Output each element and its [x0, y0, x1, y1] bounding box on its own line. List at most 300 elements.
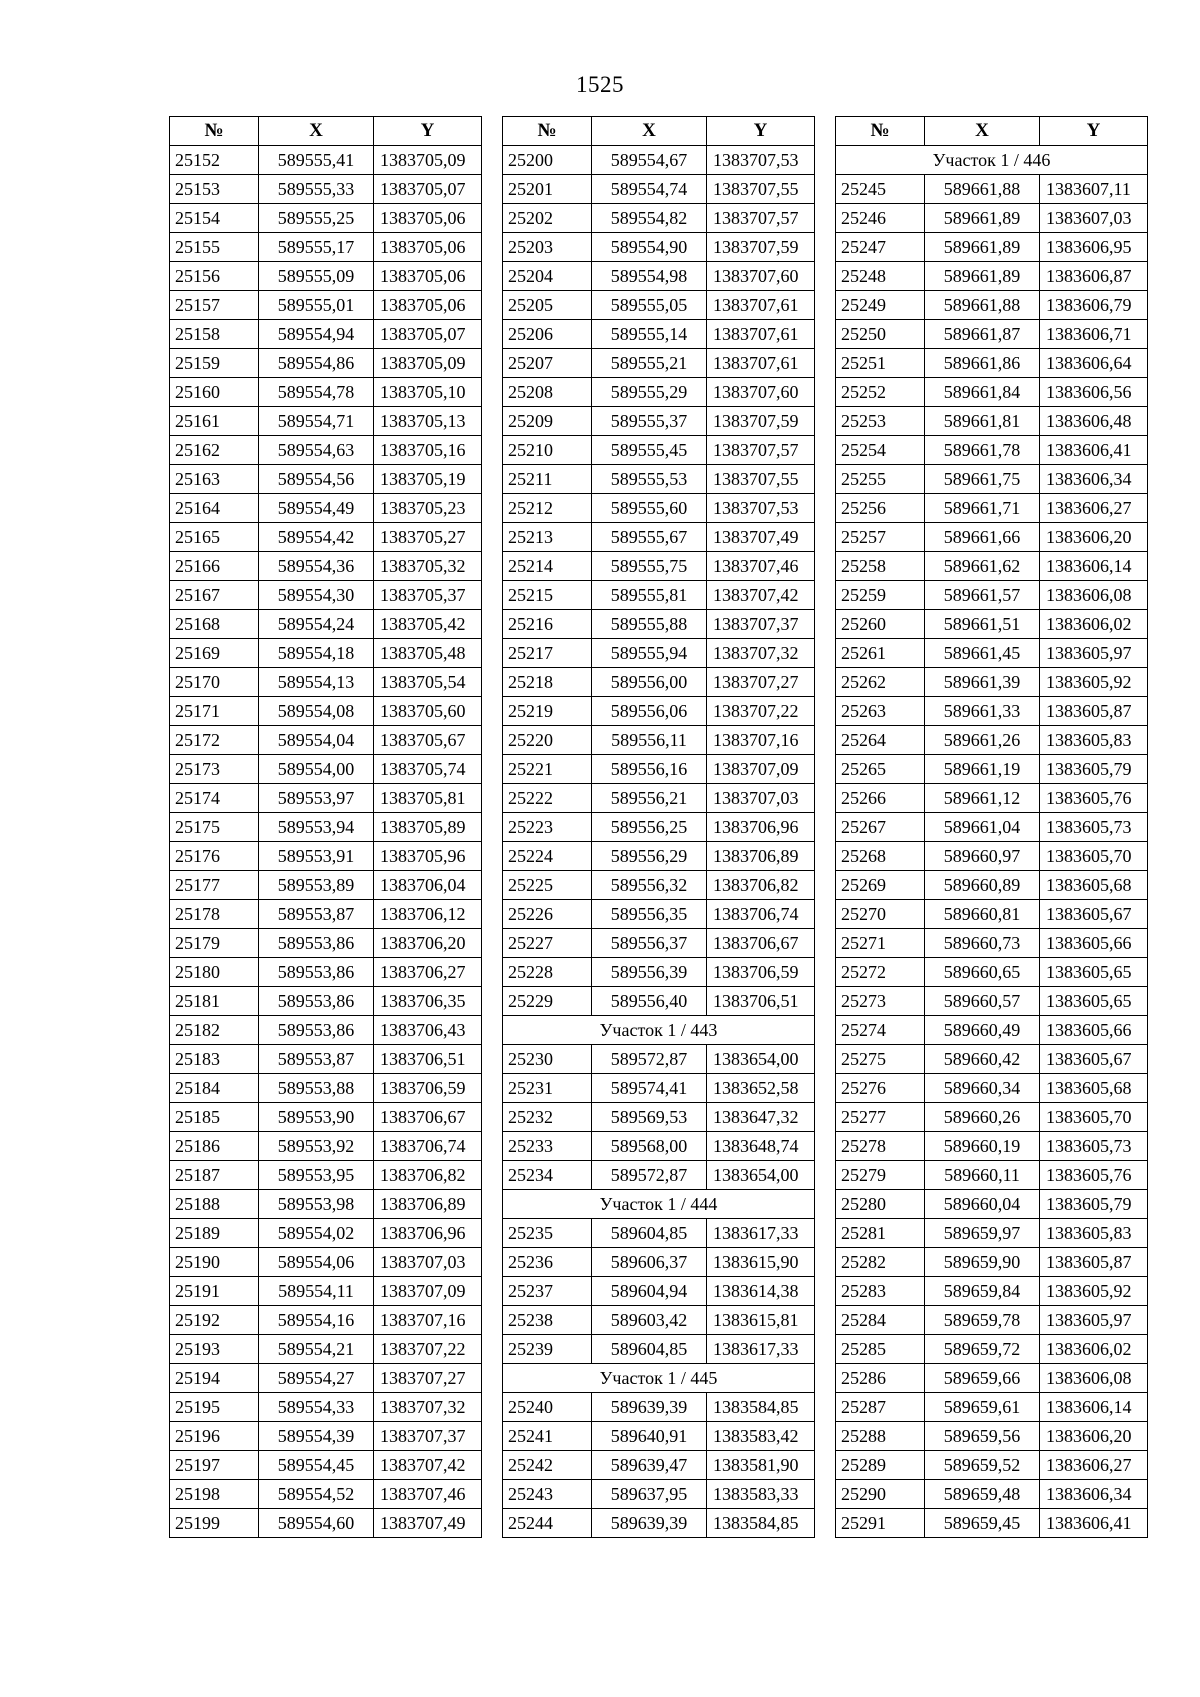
point-number: 25223	[503, 813, 592, 842]
x-coordinate: 589554,16	[259, 1306, 374, 1335]
x-coordinate: 589553,97	[259, 784, 374, 813]
point-number: 25207	[503, 349, 592, 378]
x-coordinate: 589555,41	[259, 146, 374, 175]
y-coordinate: 1383705,07	[374, 175, 482, 204]
x-coordinate: 589553,91	[259, 842, 374, 871]
point-number: 25188	[170, 1190, 259, 1219]
x-coordinate: 589659,48	[925, 1480, 1040, 1509]
point-number: 25220	[503, 726, 592, 755]
y-coordinate: 1383706,59	[374, 1074, 482, 1103]
x-coordinate: 589660,73	[925, 929, 1040, 958]
point-number: 25263	[836, 697, 925, 726]
y-coordinate: 1383707,49	[374, 1509, 482, 1538]
x-coordinate: 589554,36	[259, 552, 374, 581]
table-row	[503, 697, 815, 726]
y-coordinate: 1383707,59	[707, 233, 815, 262]
x-coordinate: 589554,06	[259, 1248, 374, 1277]
point-number: 25167	[170, 581, 259, 610]
y-coordinate: 1383707,55	[707, 175, 815, 204]
table-row	[836, 1335, 1148, 1364]
y-coordinate: 1383705,07	[374, 320, 482, 349]
point-number: 25197	[170, 1451, 259, 1480]
table-row	[503, 233, 815, 262]
section-title: Участок 1 / 443	[503, 1016, 815, 1045]
point-number: 25268	[836, 842, 925, 871]
x-coordinate: 589660,11	[925, 1161, 1040, 1190]
x-coordinate: 589555,17	[259, 233, 374, 262]
x-coordinate: 589661,88	[925, 175, 1040, 204]
table-row	[503, 1103, 815, 1132]
point-number: 25157	[170, 291, 259, 320]
point-number: 25271	[836, 929, 925, 958]
y-coordinate: 1383605,79	[1040, 1190, 1148, 1219]
table-row	[170, 320, 482, 349]
x-coordinate: 589555,09	[259, 262, 374, 291]
table-row	[170, 378, 482, 407]
x-coordinate: 589569,53	[592, 1103, 707, 1132]
y-coordinate: 1383606,27	[1040, 494, 1148, 523]
point-number: 25162	[170, 436, 259, 465]
y-coordinate: 1383606,34	[1040, 465, 1148, 494]
point-number: 25246	[836, 204, 925, 233]
point-number: 25203	[503, 233, 592, 262]
table-row	[503, 1045, 815, 1074]
table-row	[170, 697, 482, 726]
table-row	[503, 1480, 815, 1509]
table-row	[836, 1306, 1148, 1335]
point-number: 25158	[170, 320, 259, 349]
x-coordinate: 589554,82	[592, 204, 707, 233]
y-coordinate: 1383605,66	[1040, 929, 1148, 958]
point-number: 25267	[836, 813, 925, 842]
table-row	[836, 523, 1148, 552]
y-coordinate: 1383706,96	[374, 1219, 482, 1248]
y-coordinate: 1383706,74	[374, 1132, 482, 1161]
y-coordinate: 1383605,73	[1040, 1132, 1148, 1161]
point-number: 25195	[170, 1393, 259, 1422]
table-row	[503, 842, 815, 871]
table-row	[170, 1451, 482, 1480]
table-row	[170, 639, 482, 668]
x-coordinate: 589553,89	[259, 871, 374, 900]
x-coordinate: 589556,32	[592, 871, 707, 900]
x-coordinate: 589554,90	[592, 233, 707, 262]
point-number: 25254	[836, 436, 925, 465]
table-row	[503, 175, 815, 204]
table-row	[170, 1161, 482, 1190]
point-number: 25204	[503, 262, 592, 291]
x-coordinate: 589555,29	[592, 378, 707, 407]
x-coordinate: 589554,24	[259, 610, 374, 639]
table-row	[170, 581, 482, 610]
section-title: Участок 1 / 444	[503, 1190, 815, 1219]
x-coordinate: 589661,88	[925, 291, 1040, 320]
x-coordinate: 589554,13	[259, 668, 374, 697]
point-number: 25250	[836, 320, 925, 349]
y-coordinate: 1383614,38	[707, 1277, 815, 1306]
y-coordinate: 1383606,08	[1040, 1364, 1148, 1393]
x-coordinate: 589661,75	[925, 465, 1040, 494]
x-coordinate: 589554,39	[259, 1422, 374, 1451]
point-number: 25233	[503, 1132, 592, 1161]
y-coordinate: 1383707,53	[707, 494, 815, 523]
y-coordinate: 1383707,42	[707, 581, 815, 610]
point-number: 25168	[170, 610, 259, 639]
point-number: 25238	[503, 1306, 592, 1335]
point-number: 25212	[503, 494, 592, 523]
table-row	[170, 146, 482, 175]
x-coordinate: 589554,08	[259, 697, 374, 726]
table-row	[170, 291, 482, 320]
x-coordinate: 589555,21	[592, 349, 707, 378]
point-number: 25249	[836, 291, 925, 320]
y-coordinate: 1383707,60	[707, 378, 815, 407]
header-x: X	[925, 117, 1040, 146]
point-number: 25240	[503, 1393, 592, 1422]
x-coordinate: 589659,52	[925, 1451, 1040, 1480]
y-coordinate: 1383606,20	[1040, 1422, 1148, 1451]
section-title: Участок 1 / 445	[503, 1364, 815, 1393]
x-coordinate: 589661,04	[925, 813, 1040, 842]
x-coordinate: 589639,47	[592, 1451, 707, 1480]
table-row	[836, 697, 1148, 726]
coordinates-table-3	[835, 116, 1148, 1538]
x-coordinate: 589554,86	[259, 349, 374, 378]
point-number: 25153	[170, 175, 259, 204]
table-row	[836, 1422, 1148, 1451]
point-number: 25237	[503, 1277, 592, 1306]
table-row	[503, 552, 815, 581]
table-row	[836, 1480, 1148, 1509]
point-number: 25260	[836, 610, 925, 639]
x-coordinate: 589659,78	[925, 1306, 1040, 1335]
table-row	[503, 378, 815, 407]
x-coordinate: 589661,51	[925, 610, 1040, 639]
x-coordinate: 589554,42	[259, 523, 374, 552]
x-coordinate: 589660,04	[925, 1190, 1040, 1219]
table-row	[503, 1132, 815, 1161]
table-row	[170, 813, 482, 842]
point-number: 25182	[170, 1016, 259, 1045]
x-coordinate: 589660,65	[925, 958, 1040, 987]
y-coordinate: 1383706,67	[374, 1103, 482, 1132]
x-coordinate: 589555,37	[592, 407, 707, 436]
table-row	[503, 755, 815, 784]
y-coordinate: 1383707,27	[374, 1364, 482, 1393]
y-coordinate: 1383606,87	[1040, 262, 1148, 291]
table-row	[836, 581, 1148, 610]
x-coordinate: 589556,37	[592, 929, 707, 958]
point-number: 25206	[503, 320, 592, 349]
x-coordinate: 589603,42	[592, 1306, 707, 1335]
y-coordinate: 1383607,11	[1040, 175, 1148, 204]
x-coordinate: 589554,74	[592, 175, 707, 204]
x-coordinate: 589554,30	[259, 581, 374, 610]
table-row	[836, 668, 1148, 697]
y-coordinate: 1383606,02	[1040, 610, 1148, 639]
x-coordinate: 589660,26	[925, 1103, 1040, 1132]
y-coordinate: 1383707,16	[374, 1306, 482, 1335]
x-coordinate: 589556,35	[592, 900, 707, 929]
point-number: 25282	[836, 1248, 925, 1277]
table-row	[836, 987, 1148, 1016]
table-row	[170, 1190, 482, 1219]
y-coordinate: 1383705,89	[374, 813, 482, 842]
x-coordinate: 589661,33	[925, 697, 1040, 726]
header-y: Y	[374, 117, 482, 146]
y-coordinate: 1383605,65	[1040, 987, 1148, 1016]
table-row	[170, 1335, 482, 1364]
x-coordinate: 589660,89	[925, 871, 1040, 900]
y-coordinate: 1383605,68	[1040, 871, 1148, 900]
x-coordinate: 589661,87	[925, 320, 1040, 349]
table-row	[170, 842, 482, 871]
x-coordinate: 589554,04	[259, 726, 374, 755]
table-row	[503, 813, 815, 842]
table-row	[503, 581, 815, 610]
point-number: 25242	[503, 1451, 592, 1480]
table-row	[170, 1509, 482, 1538]
table-row	[836, 233, 1148, 262]
y-coordinate: 1383605,73	[1040, 813, 1148, 842]
table-row	[836, 755, 1148, 784]
point-number: 25193	[170, 1335, 259, 1364]
point-number: 25234	[503, 1161, 592, 1190]
y-coordinate: 1383706,74	[707, 900, 815, 929]
x-coordinate: 589555,53	[592, 465, 707, 494]
point-number: 25226	[503, 900, 592, 929]
x-coordinate: 589553,86	[259, 987, 374, 1016]
y-coordinate: 1383652,58	[707, 1074, 815, 1103]
x-coordinate: 589660,57	[925, 987, 1040, 1016]
point-number: 25185	[170, 1103, 259, 1132]
x-coordinate: 589572,87	[592, 1161, 707, 1190]
y-coordinate: 1383706,82	[707, 871, 815, 900]
table-row	[503, 639, 815, 668]
table-row	[836, 407, 1148, 436]
point-number: 25274	[836, 1016, 925, 1045]
point-number: 25194	[170, 1364, 259, 1393]
y-coordinate: 1383607,03	[1040, 204, 1148, 233]
point-number: 25183	[170, 1045, 259, 1074]
y-coordinate: 1383705,74	[374, 755, 482, 784]
x-coordinate: 589556,29	[592, 842, 707, 871]
y-coordinate: 1383705,42	[374, 610, 482, 639]
x-coordinate: 589661,19	[925, 755, 1040, 784]
y-coordinate: 1383654,00	[707, 1161, 815, 1190]
x-coordinate: 589659,56	[925, 1422, 1040, 1451]
table-row	[503, 407, 815, 436]
table-row	[503, 1509, 815, 1538]
x-coordinate: 589555,45	[592, 436, 707, 465]
point-number: 25163	[170, 465, 259, 494]
table-row	[503, 349, 815, 378]
x-coordinate: 589554,18	[259, 639, 374, 668]
point-number: 25270	[836, 900, 925, 929]
point-number: 25174	[170, 784, 259, 813]
y-coordinate: 1383605,66	[1040, 1016, 1148, 1045]
y-coordinate: 1383605,92	[1040, 668, 1148, 697]
point-number: 25198	[170, 1480, 259, 1509]
y-coordinate: 1383706,51	[707, 987, 815, 1016]
x-coordinate: 589661,62	[925, 552, 1040, 581]
table-row	[503, 204, 815, 233]
x-coordinate: 589659,72	[925, 1335, 1040, 1364]
x-coordinate: 589554,00	[259, 755, 374, 784]
table-row	[836, 1393, 1148, 1422]
point-number: 25252	[836, 378, 925, 407]
point-number: 25286	[836, 1364, 925, 1393]
point-number: 25230	[503, 1045, 592, 1074]
table-row	[170, 1364, 482, 1393]
point-number: 25277	[836, 1103, 925, 1132]
point-number: 25171	[170, 697, 259, 726]
point-number: 25235	[503, 1219, 592, 1248]
x-coordinate: 589554,63	[259, 436, 374, 465]
table-row	[836, 291, 1148, 320]
y-coordinate: 1383615,81	[707, 1306, 815, 1335]
point-number: 25288	[836, 1422, 925, 1451]
y-coordinate: 1383707,61	[707, 349, 815, 378]
point-number: 25175	[170, 813, 259, 842]
table-row	[503, 726, 815, 755]
point-number: 25213	[503, 523, 592, 552]
table-row	[503, 1422, 815, 1451]
table-row	[170, 1422, 482, 1451]
y-coordinate: 1383606,71	[1040, 320, 1148, 349]
point-number: 25222	[503, 784, 592, 813]
x-coordinate: 589556,00	[592, 668, 707, 697]
point-number: 25208	[503, 378, 592, 407]
point-number: 25164	[170, 494, 259, 523]
table-row	[170, 1248, 482, 1277]
x-coordinate: 589553,87	[259, 900, 374, 929]
point-number: 25291	[836, 1509, 925, 1538]
x-coordinate: 589640,91	[592, 1422, 707, 1451]
table-row	[836, 175, 1148, 204]
point-number: 25239	[503, 1335, 592, 1364]
y-coordinate: 1383605,79	[1040, 755, 1148, 784]
point-number: 25244	[503, 1509, 592, 1538]
table-row	[503, 610, 815, 639]
y-coordinate: 1383705,13	[374, 407, 482, 436]
point-number: 25187	[170, 1161, 259, 1190]
x-coordinate: 589555,33	[259, 175, 374, 204]
point-number: 25241	[503, 1422, 592, 1451]
point-number: 25280	[836, 1190, 925, 1219]
y-coordinate: 1383705,09	[374, 349, 482, 378]
table-row	[170, 755, 482, 784]
section-title: Участок 1 / 446	[836, 146, 1148, 175]
section-row	[503, 1016, 815, 1045]
y-coordinate: 1383705,27	[374, 523, 482, 552]
y-coordinate: 1383706,43	[374, 1016, 482, 1045]
x-coordinate: 589660,42	[925, 1045, 1040, 1074]
point-number: 25214	[503, 552, 592, 581]
y-coordinate: 1383705,19	[374, 465, 482, 494]
table-row	[836, 1045, 1148, 1074]
y-coordinate: 1383583,42	[707, 1422, 815, 1451]
y-coordinate: 1383706,51	[374, 1045, 482, 1074]
point-number: 25209	[503, 407, 592, 436]
y-coordinate: 1383705,67	[374, 726, 482, 755]
point-number: 25248	[836, 262, 925, 291]
table-row	[170, 465, 482, 494]
point-number: 25161	[170, 407, 259, 436]
table-row	[170, 1393, 482, 1422]
point-number: 25251	[836, 349, 925, 378]
x-coordinate: 589661,45	[925, 639, 1040, 668]
table-row	[503, 262, 815, 291]
table-row	[503, 1393, 815, 1422]
table-row	[836, 1509, 1148, 1538]
table-row	[503, 1161, 815, 1190]
point-number: 25221	[503, 755, 592, 784]
x-coordinate: 589555,75	[592, 552, 707, 581]
x-coordinate: 589639,39	[592, 1509, 707, 1538]
y-coordinate: 1383705,60	[374, 697, 482, 726]
header-y: Y	[707, 117, 815, 146]
table-row	[503, 958, 815, 987]
table-row	[170, 987, 482, 1016]
point-number: 25272	[836, 958, 925, 987]
point-number: 25190	[170, 1248, 259, 1277]
table-row	[170, 523, 482, 552]
y-coordinate: 1383705,06	[374, 233, 482, 262]
y-coordinate: 1383707,32	[374, 1393, 482, 1422]
table-row	[836, 958, 1148, 987]
y-coordinate: 1383605,97	[1040, 639, 1148, 668]
table-row	[836, 842, 1148, 871]
table-row	[170, 494, 482, 523]
x-coordinate: 589661,89	[925, 262, 1040, 291]
y-coordinate: 1383605,97	[1040, 1306, 1148, 1335]
point-number: 25258	[836, 552, 925, 581]
header-x: X	[592, 117, 707, 146]
x-coordinate: 589660,34	[925, 1074, 1040, 1103]
y-coordinate: 1383581,90	[707, 1451, 815, 1480]
x-coordinate: 589661,89	[925, 204, 1040, 233]
point-number: 25217	[503, 639, 592, 668]
point-number: 25276	[836, 1074, 925, 1103]
table-row	[170, 552, 482, 581]
point-number: 25166	[170, 552, 259, 581]
point-number: 25228	[503, 958, 592, 987]
y-coordinate: 1383705,37	[374, 581, 482, 610]
y-coordinate: 1383705,32	[374, 552, 482, 581]
x-coordinate: 589555,81	[592, 581, 707, 610]
x-coordinate: 589553,98	[259, 1190, 374, 1219]
x-coordinate: 589555,60	[592, 494, 707, 523]
y-coordinate: 1383705,48	[374, 639, 482, 668]
table-row	[170, 262, 482, 291]
y-coordinate: 1383705,09	[374, 146, 482, 175]
y-coordinate: 1383605,92	[1040, 1277, 1148, 1306]
y-coordinate: 1383705,06	[374, 291, 482, 320]
point-number: 25232	[503, 1103, 592, 1132]
table-row	[836, 1364, 1148, 1393]
table-row	[170, 958, 482, 987]
x-coordinate: 589554,21	[259, 1335, 374, 1364]
table-row	[836, 349, 1148, 378]
y-coordinate: 1383705,96	[374, 842, 482, 871]
table-row	[503, 1277, 815, 1306]
point-number: 25179	[170, 929, 259, 958]
y-coordinate: 1383706,96	[707, 813, 815, 842]
x-coordinate: 589553,86	[259, 958, 374, 987]
y-coordinate: 1383583,33	[707, 1480, 815, 1509]
table-row	[503, 320, 815, 349]
